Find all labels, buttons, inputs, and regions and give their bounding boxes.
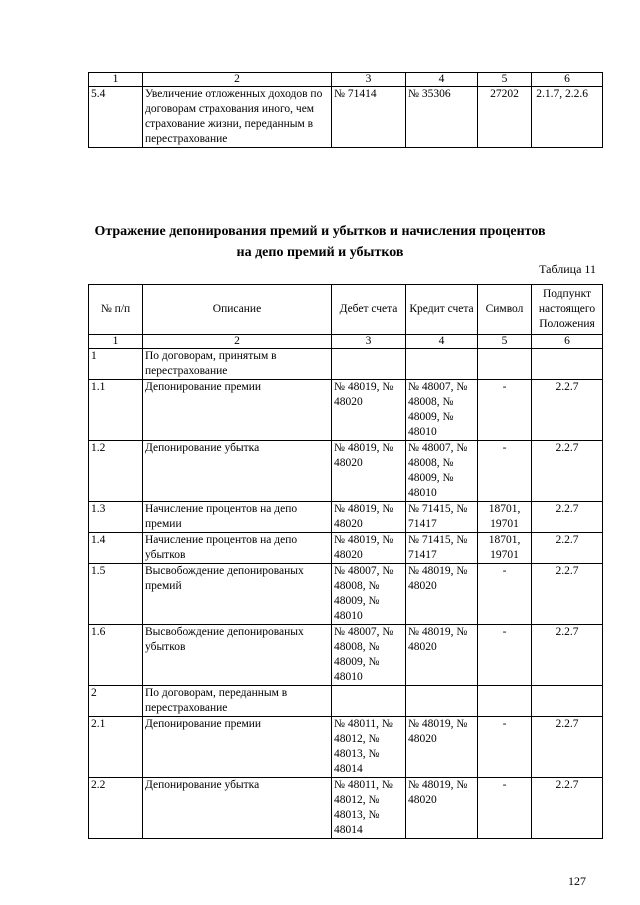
column-number: 1 <box>89 73 143 87</box>
row-debit: № 48007, № 48008, № 48009, № 48010 <box>332 564 406 625</box>
row-description: Депонирование премии <box>143 380 332 441</box>
column-number: 1 <box>89 335 143 349</box>
row-symbol: - <box>478 625 532 686</box>
row-subclause: 2.2.7 <box>532 533 603 564</box>
row-number: 1 <box>89 349 143 380</box>
row-number: 2 <box>89 686 143 717</box>
row-description: Высвобождение депонированых убытков <box>143 625 332 686</box>
column-number: 5 <box>478 73 532 87</box>
table-row <box>89 502 603 533</box>
page-number: 127 <box>568 874 586 888</box>
row-debit: № 48011, № 48012, № 48013, № 48014 <box>332 717 406 778</box>
table-row <box>89 441 603 502</box>
table-label: Таблица 11 <box>539 262 596 276</box>
row-description: Начисление процентов на депо премии <box>143 502 332 533</box>
table-row <box>89 87 603 148</box>
column-number: 2 <box>143 335 332 349</box>
column-number: 5 <box>478 335 532 349</box>
row-description: Депонирование убытка <box>143 778 332 839</box>
row-debit: № 48019, № 48020 <box>332 502 406 533</box>
row-symbol: - <box>478 778 532 839</box>
column-number: 4 <box>406 335 478 349</box>
row-number: 1.1 <box>89 380 143 441</box>
row-credit: № 48019, № 48020 <box>406 717 478 778</box>
row-subclause: 2.2.7 <box>532 625 603 686</box>
row-credit <box>406 349 478 380</box>
row-description: Депонирование премии <box>143 717 332 778</box>
row-symbol: 18701, 19701 <box>478 502 532 533</box>
row-debit: № 48011, № 48012, № 48013, № 48014 <box>332 778 406 839</box>
row-subclause: 2.2.7 <box>532 441 603 502</box>
row-description: Высвобождение депонированых премий <box>143 564 332 625</box>
row-symbol <box>478 686 532 717</box>
row-symbol: - <box>478 564 532 625</box>
row-subclause <box>532 686 603 717</box>
column-number: 4 <box>406 73 478 87</box>
row-subclause: 2.2.7 <box>532 778 603 839</box>
column-number: 6 <box>532 335 603 349</box>
row-number: 1.4 <box>89 533 143 564</box>
row-debit: № 48019, № 48020 <box>332 380 406 441</box>
section-title-line-2: на депо премий и убытков <box>236 245 404 260</box>
section-title-line-1: Отражение депонирования премий и убытков и начисления процентов <box>94 224 546 239</box>
header-symbol: Символ <box>478 285 532 335</box>
table-row <box>89 625 603 686</box>
row-credit: № 71415, № 71417 <box>406 533 478 564</box>
row-number: 1.3 <box>89 502 143 533</box>
row-number: 1.6 <box>89 625 143 686</box>
row-debit <box>332 349 406 380</box>
table-row <box>89 533 603 564</box>
row-symbol: - <box>478 717 532 778</box>
row-number: 2.2 <box>89 778 143 839</box>
row-description: По договорам, принятым в перестрахование <box>143 349 332 380</box>
row-credit <box>406 686 478 717</box>
row-number: 1.2 <box>89 441 143 502</box>
row-debit <box>332 686 406 717</box>
table-row <box>89 564 603 625</box>
row-credit: № 48019, № 48020 <box>406 564 478 625</box>
header-credit: Кредит счета <box>406 285 478 335</box>
row-subclause: 2.1.7, 2.2.6 <box>532 87 603 148</box>
row-subclause <box>532 349 603 380</box>
column-number: 6 <box>532 73 603 87</box>
row-description: По договорам, переданным в перестрахование <box>143 686 332 717</box>
column-number-row <box>89 335 603 349</box>
row-subclause: 2.2.7 <box>532 564 603 625</box>
row-credit: № 48007, № 48008, № 48009, № 48010 <box>406 441 478 502</box>
row-credit: № 35306 <box>406 87 478 148</box>
header-row <box>89 285 603 335</box>
row-credit: № 71415, № 71417 <box>406 502 478 533</box>
row-symbol: - <box>478 441 532 502</box>
table-row <box>89 686 603 717</box>
column-number: 2 <box>143 73 332 87</box>
header-subclause: Подпункт настоящего Положения <box>532 285 603 335</box>
table-row <box>89 349 603 380</box>
row-subclause: 2.2.7 <box>532 380 603 441</box>
row-number: 1.5 <box>89 564 143 625</box>
table-row <box>89 717 603 778</box>
header-num: № п/п <box>89 285 143 335</box>
table-row <box>89 778 603 839</box>
row-subclause: 2.2.7 <box>532 502 603 533</box>
continued-table <box>88 72 603 148</box>
header-debit: Дебет счета <box>332 285 406 335</box>
row-symbol: 18701, 19701 <box>478 533 532 564</box>
row-symbol: 27202 <box>478 87 532 148</box>
column-number: 3 <box>332 73 406 87</box>
row-description: Начисление процентов на депо убытков <box>143 533 332 564</box>
table-row <box>89 380 603 441</box>
header-desc: Описание <box>143 285 332 335</box>
row-description: Увеличение отложенных доходов по договорам страхования иного, чем страхование жизни, переданным в перестрахование <box>143 87 332 148</box>
row-debit: № 48019, № 48020 <box>332 533 406 564</box>
table-11 <box>88 284 603 839</box>
row-description: Депонирование убытка <box>143 441 332 502</box>
row-credit: № 48019, № 48020 <box>406 778 478 839</box>
row-credit: № 48007, № 48008, № 48009, № 48010 <box>406 380 478 441</box>
row-number: 5.4 <box>89 87 143 148</box>
column-number: 3 <box>332 335 406 349</box>
row-debit: № 48019, № 48020 <box>332 441 406 502</box>
row-debit: № 71414 <box>332 87 406 148</box>
column-number-row <box>89 73 603 87</box>
row-credit: № 48019, № 48020 <box>406 625 478 686</box>
row-debit: № 48007, № 48008, № 48009, № 48010 <box>332 625 406 686</box>
row-subclause: 2.2.7 <box>532 717 603 778</box>
row-number: 2.1 <box>89 717 143 778</box>
row-symbol: - <box>478 380 532 441</box>
row-symbol <box>478 349 532 380</box>
